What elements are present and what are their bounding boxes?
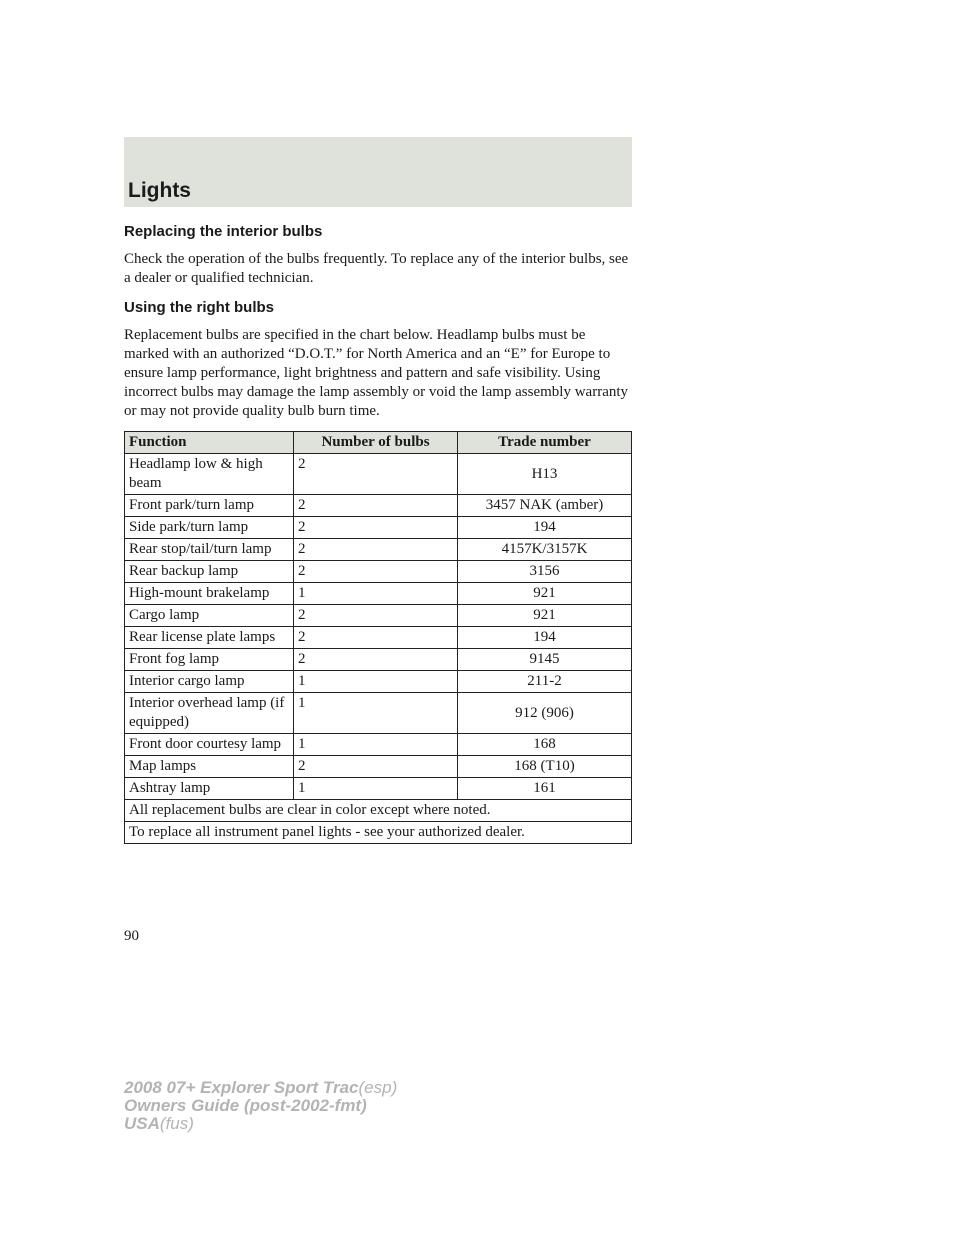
table-row bbox=[125, 561, 632, 583]
cell-function: Map lamps bbox=[125, 756, 294, 778]
cell-bulb-count: 2 bbox=[294, 605, 458, 627]
note-instrument-panel: To replace all instrument panel lights - see your authorized dealer. bbox=[125, 822, 632, 844]
table-note-row bbox=[125, 822, 632, 844]
table-row bbox=[125, 778, 632, 800]
document-footer bbox=[124, 1079, 397, 1133]
cell-trade-number: 912 (906) bbox=[458, 693, 632, 734]
footer-market-code: (fus) bbox=[159, 1114, 194, 1133]
table-row bbox=[125, 539, 632, 561]
heading-using-right-bulbs: Using the right bulbs bbox=[124, 299, 274, 316]
cell-function: Front fog lamp bbox=[125, 649, 294, 671]
cell-function: Rear license plate lamps bbox=[125, 627, 294, 649]
table-row bbox=[125, 671, 632, 693]
column-header-number-of-bulbs: Number of bulbs bbox=[294, 432, 458, 454]
paragraph-using-right-bulbs: Replacement bulbs are specified in the chart below. Headlamp bulbs must be marked with an authorized “D.O.T.” for North America and an “E” for Europe to ensure lamp performance, light brightness and pattern and safe visibility. Using incorrect bulbs may damage the lamp assembly or void the lamp assembly warranty or may not provide quality bulb burn time. bbox=[124, 327, 629, 419]
table-row bbox=[125, 627, 632, 649]
cell-function: Rear stop/tail/turn lamp bbox=[125, 539, 294, 561]
cell-trade-number: 211-2 bbox=[458, 671, 632, 693]
table-row bbox=[125, 583, 632, 605]
cell-bulb-count: 1 bbox=[294, 778, 458, 800]
footer-line-market bbox=[124, 1115, 397, 1133]
cell-function: Cargo lamp bbox=[125, 605, 294, 627]
cell-trade-number: 3156 bbox=[458, 561, 632, 583]
section-header-band bbox=[124, 137, 632, 207]
footer-vehicle-name: 2008 07+ Explorer Sport Trac bbox=[124, 1078, 359, 1097]
cell-trade-number: 9145 bbox=[458, 649, 632, 671]
table-row bbox=[125, 693, 632, 734]
cell-function: Side park/turn lamp bbox=[125, 517, 294, 539]
footer-market-name: USA bbox=[124, 1114, 160, 1133]
cell-bulb-count: 2 bbox=[294, 517, 458, 539]
cell-bulb-count: 1 bbox=[294, 583, 458, 605]
table-row bbox=[125, 734, 632, 756]
cell-bulb-count: 2 bbox=[294, 627, 458, 649]
cell-bulb-count: 2 bbox=[294, 495, 458, 517]
cell-function: Headlamp low & high beam bbox=[125, 454, 294, 495]
paragraph-replacing-interior-bulbs: Check the operation of the bulbs frequently. To replace any of the interior bulbs, see a dealer or qualified technician. bbox=[124, 251, 629, 286]
table-row bbox=[125, 649, 632, 671]
cell-trade-number: 4157K/3157K bbox=[458, 539, 632, 561]
cell-trade-number: 3457 NAK (amber) bbox=[458, 495, 632, 517]
cell-bulb-count: 1 bbox=[294, 693, 458, 734]
cell-trade-number: 921 bbox=[458, 605, 632, 627]
heading-replacing-interior-bulbs: Replacing the interior bulbs bbox=[124, 223, 323, 240]
cell-function: Rear backup lamp bbox=[125, 561, 294, 583]
table-row bbox=[125, 756, 632, 778]
footer-guide-name: Owners Guide (post-2002-fmt) bbox=[124, 1096, 367, 1115]
page-number: 90 bbox=[124, 928, 139, 944]
cell-bulb-count: 2 bbox=[294, 539, 458, 561]
page-content bbox=[124, 222, 634, 844]
cell-bulb-count: 2 bbox=[294, 454, 458, 495]
cell-trade-number: 194 bbox=[458, 517, 632, 539]
table-row bbox=[125, 605, 632, 627]
cell-trade-number: 161 bbox=[458, 778, 632, 800]
cell-trade-number: 921 bbox=[458, 583, 632, 605]
cell-function: Ashtray lamp bbox=[125, 778, 294, 800]
cell-function: Front door courtesy lamp bbox=[125, 734, 294, 756]
cell-function: High-mount brakelamp bbox=[125, 583, 294, 605]
cell-function: Front park/turn lamp bbox=[125, 495, 294, 517]
bulb-specification-table bbox=[124, 431, 632, 844]
table-row bbox=[125, 495, 632, 517]
cell-trade-number: 168 bbox=[458, 734, 632, 756]
table-header-row bbox=[125, 432, 632, 454]
cell-trade-number: 194 bbox=[458, 627, 632, 649]
footer-line-guide bbox=[124, 1097, 397, 1115]
cell-function: Interior overhead lamp (if equipped) bbox=[125, 693, 294, 734]
table-note-row bbox=[125, 800, 632, 822]
column-header-function: Function bbox=[125, 432, 294, 454]
cell-bulb-count: 2 bbox=[294, 756, 458, 778]
cell-bulb-count: 2 bbox=[294, 561, 458, 583]
cell-bulb-count: 1 bbox=[294, 734, 458, 756]
section-title: Lights bbox=[128, 179, 191, 202]
column-header-trade-number: Trade number bbox=[458, 432, 632, 454]
cell-bulb-count: 1 bbox=[294, 671, 458, 693]
footer-vehicle-code: (esp) bbox=[358, 1078, 398, 1097]
cell-function: Interior cargo lamp bbox=[125, 671, 294, 693]
cell-bulb-count: 2 bbox=[294, 649, 458, 671]
cell-trade-number: 168 (T10) bbox=[458, 756, 632, 778]
footer-line-vehicle bbox=[124, 1079, 397, 1097]
cell-trade-number: H13 bbox=[458, 454, 632, 495]
table-row bbox=[125, 517, 632, 539]
note-clear-bulbs: All replacement bulbs are clear in color except where noted. bbox=[125, 800, 632, 822]
table-row bbox=[125, 454, 632, 495]
